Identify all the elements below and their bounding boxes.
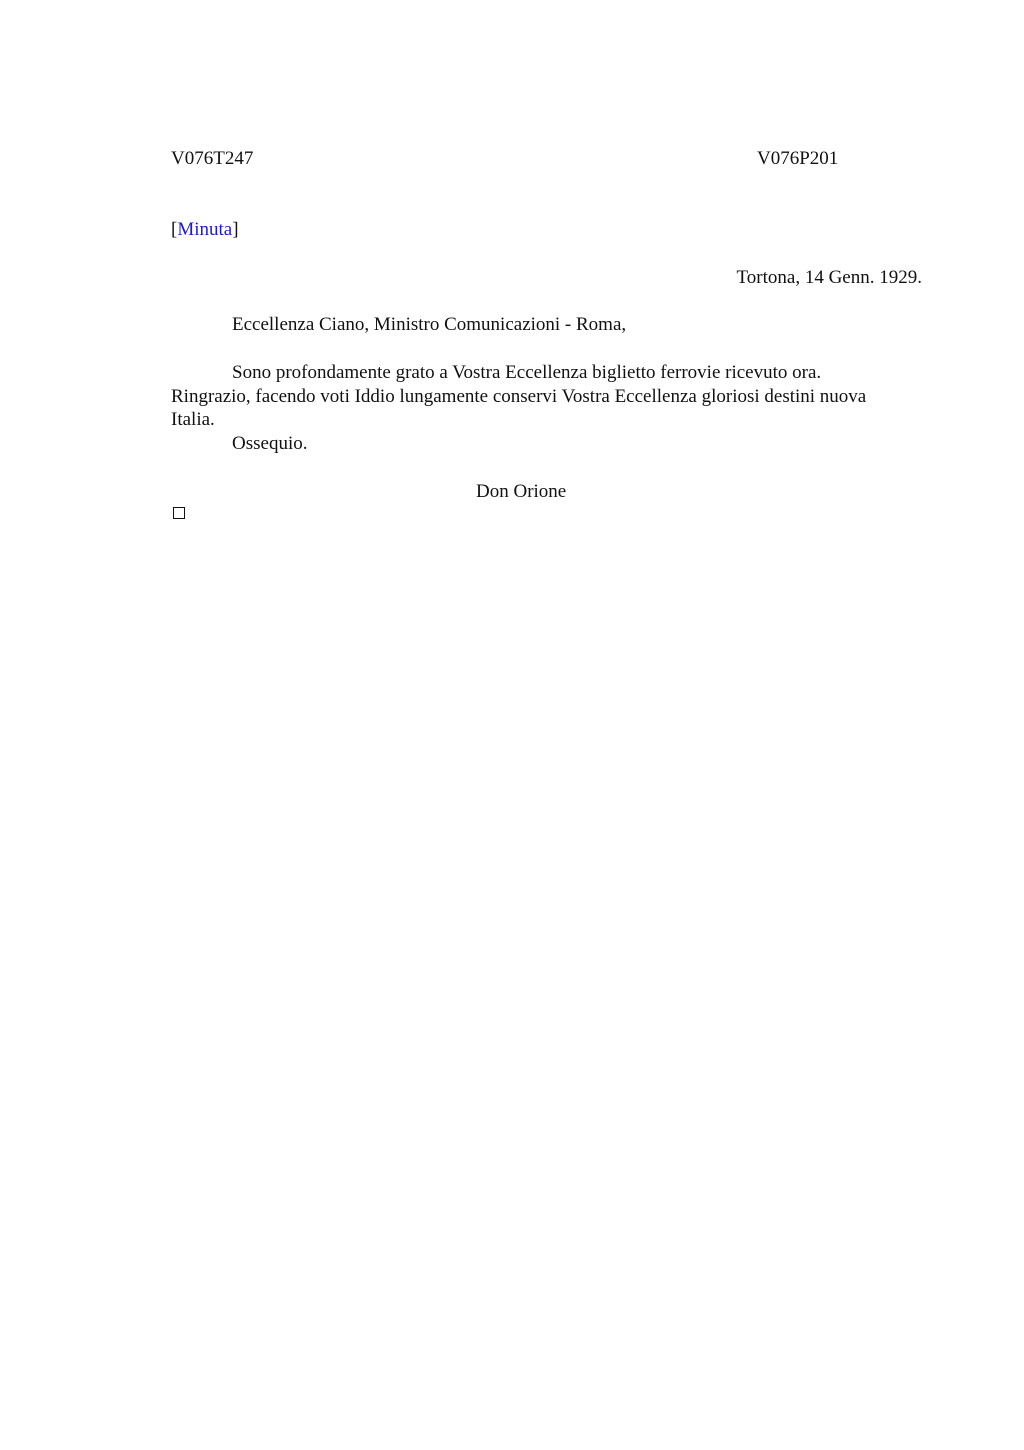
minuta-link[interactable]: Minuta: [177, 219, 233, 240]
document-reference-right: V076P201: [757, 148, 839, 169]
document-reference-left: V076T247: [171, 148, 254, 169]
minuta-label: [171, 218, 239, 241]
letter-paragraph-2: Ossequio.: [232, 432, 308, 454]
letter-date: Tortona, 14 Genn. 1929.: [736, 267, 922, 288]
minuta-close-bracket: ]: [232, 219, 239, 240]
letter-signature: Don Orione: [476, 481, 567, 502]
letter-body: [171, 361, 883, 455]
minuta-open-bracket: [: [171, 219, 178, 240]
square-outline-icon: [173, 507, 185, 519]
letter-salutation: Eccellenza Ciano, Ministro Comunicazioni - Roma,: [232, 314, 627, 335]
letter-paragraph-1: Sono profondamente grato a Vostra Eccellenza biglietto ferrovie ricevuto ora. Ringrazio, facendo voti Iddio lungamente conservi Vostra Eccellenza gloriosi destini nuova Italia.: [171, 362, 867, 430]
